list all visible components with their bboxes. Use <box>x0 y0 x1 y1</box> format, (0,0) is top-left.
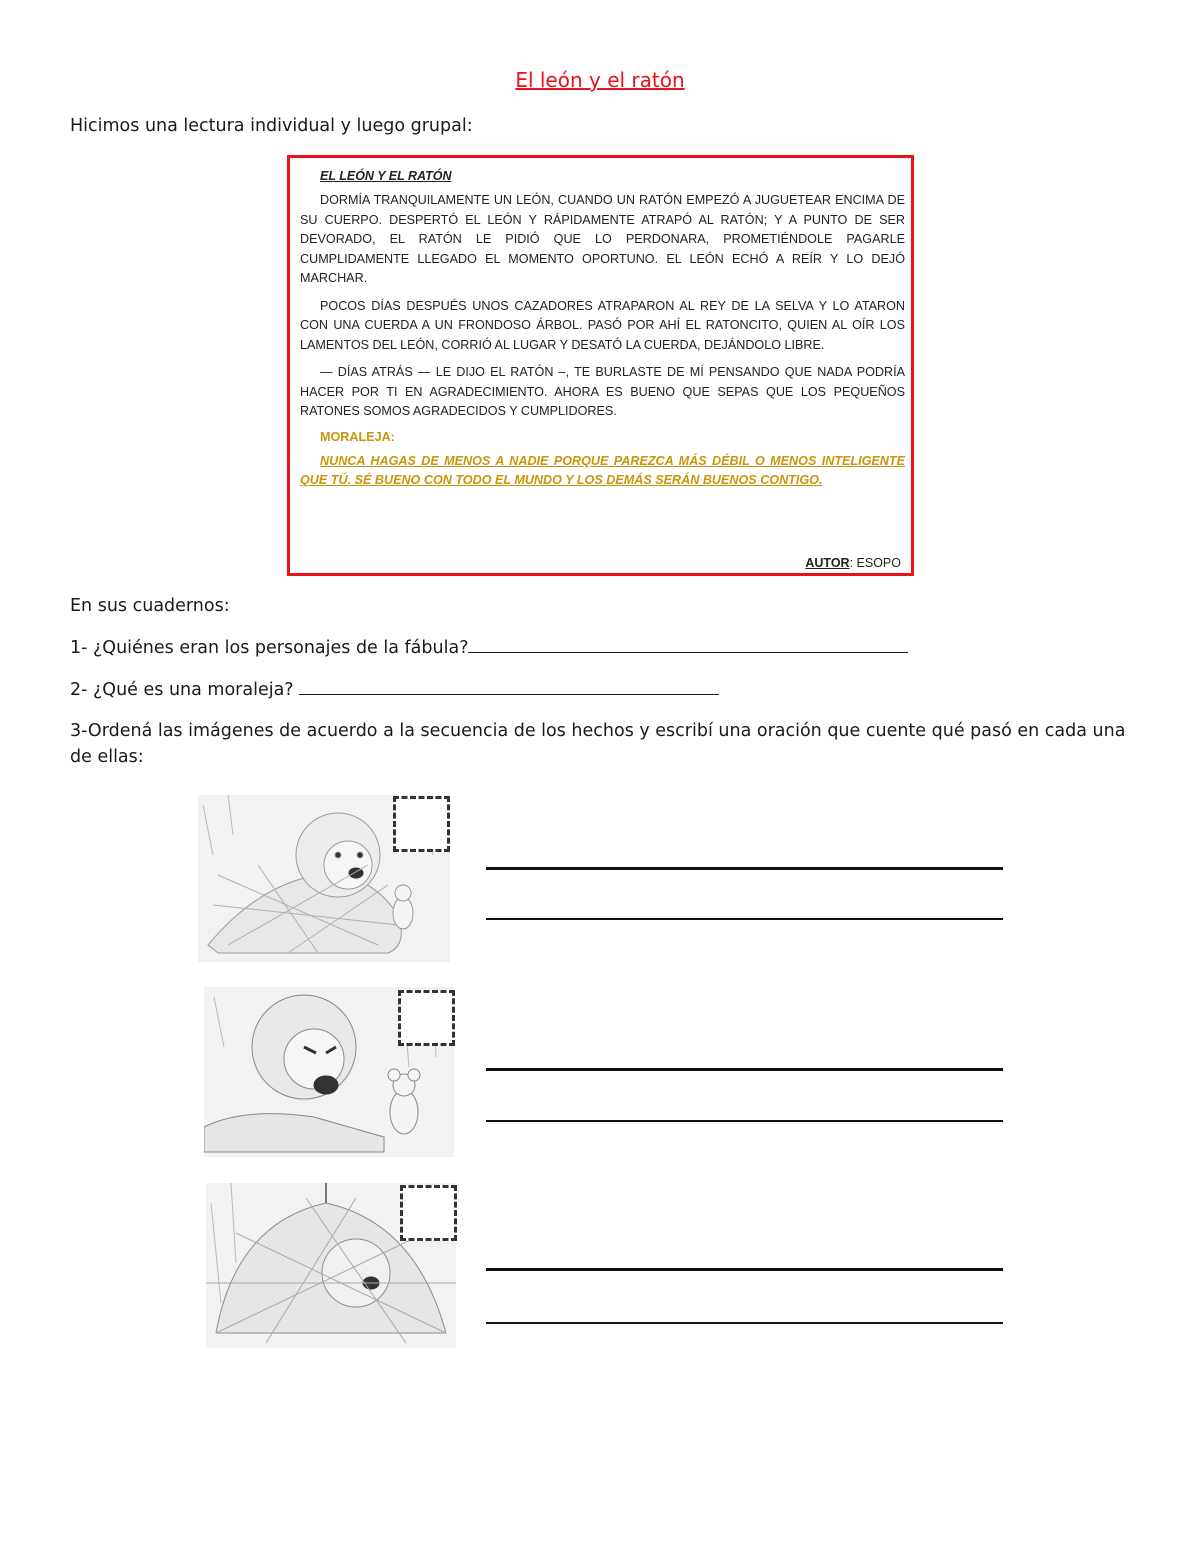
writing-line-3b[interactable] <box>486 1322 1003 1324</box>
question-1-text: 1- ¿Quiénes eran los personajes de la fábula? <box>70 638 469 658</box>
writing-line-1b[interactable] <box>486 918 1003 920</box>
order-box-3[interactable] <box>400 1185 457 1241</box>
fable-author <box>805 556 901 570</box>
question-3: 3-Ordená las imágenes de acuerdo a la secuencia de los hechos y escribí una oración que cuente qué pasó en cada una de ellas: <box>70 721 1126 767</box>
intro-text: Hicimos una lectura individual y luego grupal: <box>70 116 473 136</box>
fable-heading: EL LEÓN Y EL RATÓN <box>320 169 452 183</box>
author-label: AUTOR <box>805 556 850 570</box>
fable-paragraph-2: POCOS DÍAS DESPUÉS UNOS CAZADORES ATRAPARON AL REY DE LA SELVA Y LO ATARON CON UNA CUERDA A UN FRONDOSO ÁRBOL. PASÓ POR AHÍ EL RATONCITO, QUIEN AL OÍR LOS LAMENTOS DEL LEÓN, CORRIÓ AL LUGAR Y DESATÓ LA CUERDA, DEJÁNDOLO LIBRE. <box>300 298 905 352</box>
writing-line-2b[interactable] <box>486 1120 1003 1122</box>
order-box-1[interactable] <box>393 796 450 852</box>
answer-blank-2[interactable] <box>299 693 719 695</box>
notebook-instruction: En sus cuadernos: <box>70 596 230 616</box>
moral-text: NUNCA HAGAS DE MENOS A NADIE PORQUE PAREZCA MÁS DÉBIL O MENOS INTELIGENTE QUE TÚ. SÉ BUENO CON TODO EL MUNDO Y LOS DEMÁS SERÁN BUENOS CONTIGO. <box>300 453 905 487</box>
order-box-2[interactable] <box>398 990 455 1046</box>
page-title: El león y el ratón <box>515 68 685 92</box>
moral-heading: MORALEJA: <box>320 429 395 444</box>
question-1 <box>70 635 908 661</box>
fable-paragraph-3: — DÍAS ATRÁS — LE DIJO EL RATÓN –, TE BURLASTE DE MÍ PENSANDO QUE NADA PODRÍA HACER POR TI EN AGRADECIMIENTO. AHORA ES BUENO QUE SEPAS QUE LOS PEQUEÑOS RATONES SOMOS AGRADECIDOS Y CUMPLIDORES. <box>300 365 905 418</box>
fable-box <box>287 155 914 576</box>
writing-line-2a[interactable] <box>486 1068 1003 1071</box>
answer-blank-1[interactable] <box>468 651 908 653</box>
author-name: : ESOPO <box>849 556 901 570</box>
writing-line-3a[interactable] <box>486 1268 1003 1271</box>
writing-line-1a[interactable] <box>486 867 1003 870</box>
question-2-text: 2- ¿Qué es una moraleja? <box>70 680 300 700</box>
question-2 <box>70 677 719 703</box>
fable-paragraph-1: DORMÍA TRANQUILAMENTE UN LEÓN, CUANDO UN RATÓN EMPEZÓ A JUGUETEAR ENCIMA DE SU CUERPO. DESPERTÓ EL LEÓN Y RÁPIDAMENTE ATRAPÓ AL RATÓN; Y A PUNTO DE SER DEVORADO, EL RATÓN LE PIDIÓ QUE LO PERDONARA, PROMETIÉNDOLE PAGARLE CUMPLIDAMENTE LLEGADO EL MOMENTO OPORTUNO. EL LEÓN ECHÓ A REÍR Y LO DEJÓ MARCHAR. <box>300 193 905 285</box>
